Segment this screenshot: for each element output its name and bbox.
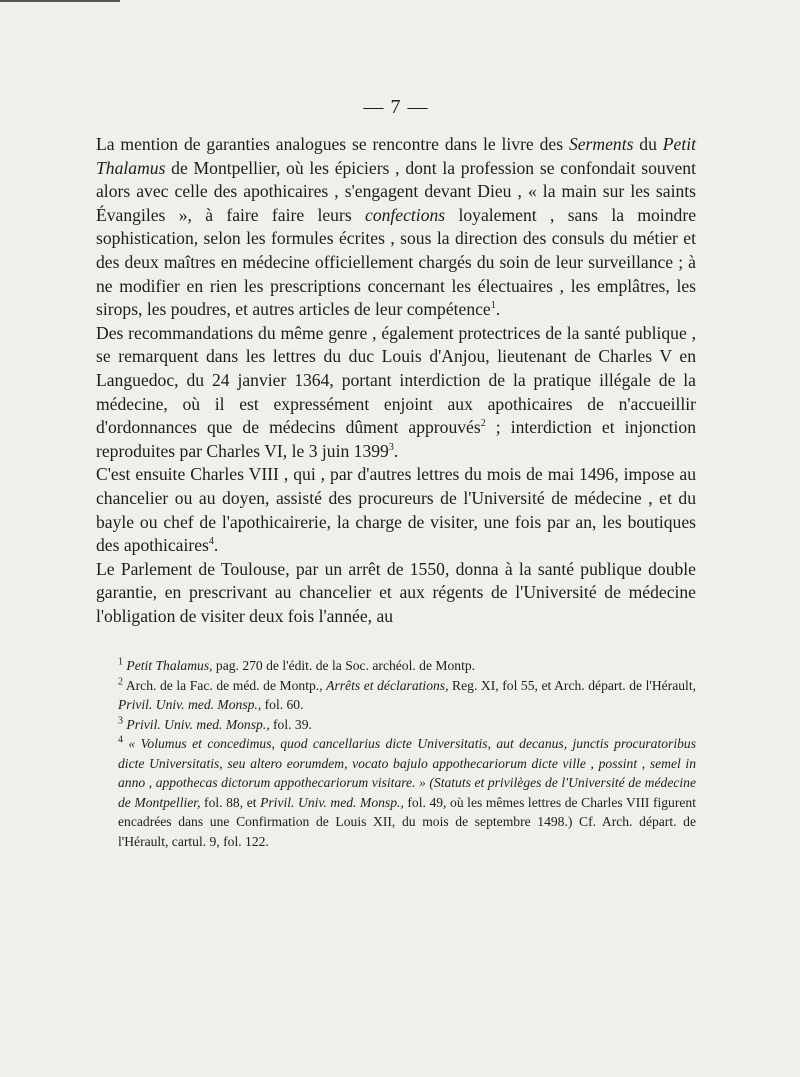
- text-run: fol. 88, et: [200, 794, 261, 810]
- footnote-number: 4: [118, 734, 123, 746]
- text-run: Des recommandations du même genre , également protectrices de la santé publique , se remarquent dans les lettres du duc Louis d'Anjou, lieutenant de Charles V en Languedoc, du 24 janvier 1364, portant interdiction de la pratique illégale de la médecine, où il est expressément enjoint aux apothicaires de n'accueillir d'ordonnances que de médecins dûment approuvés: [96, 322, 696, 438]
- footnote: [96, 715, 696, 735]
- italic-text: Privil. Univ. med. Monsp.,: [126, 716, 270, 732]
- paragraph: [96, 322, 696, 464]
- text-run: du: [633, 134, 663, 154]
- footnote-ref: 2: [480, 418, 486, 430]
- text-run: fol. 49, où les mêmes lettres de Charles VIII figurent encadrées dans une Confirmation de Louis XII, du mois de septembre 1498.) Cf. Arch. départ. de l'Hérault, cartul. 9, fol. 122.: [118, 794, 696, 849]
- body-text: [96, 133, 696, 628]
- footnotes: [96, 656, 696, 851]
- text-run: fol. 60.: [261, 697, 304, 713]
- text-run: Le Parlement de Toulouse, par un arrêt de 1550, donna à la santé publique double garantie, en prescrivant au chancelier et aux régents de l'Université de médecine l'obligation de visiter deux fois l'année, au: [96, 558, 696, 626]
- page-number: — 7 —: [363, 96, 429, 118]
- paragraph: [96, 463, 696, 557]
- footnote-ref: 3: [388, 441, 394, 453]
- footnote-number: 1: [118, 656, 123, 668]
- text-run: Reg. XI, fol 55, et Arch. départ. de l'Hérault,: [448, 677, 696, 693]
- text-run: Arch. de la Fac. de méd. de Montp.,: [125, 677, 327, 693]
- text-run: .: [495, 299, 501, 320]
- text-run: de Montpellier, où les épiciers , dont la profession se confondait souvent alors avec celle des apothicaires , s'engagent devant Dieu , « la main sur les saints Évangiles », à faire faire leurs: [96, 157, 696, 225]
- footnote: [96, 734, 696, 851]
- text-run: .: [213, 535, 219, 556]
- footnote-number: 3: [118, 715, 123, 727]
- footnote: [96, 656, 696, 676]
- text-run: fol. 39.: [269, 716, 312, 732]
- italic-text: Petit Thalamus: [96, 134, 696, 178]
- text-run: .: [393, 440, 399, 461]
- top-edge-rule: [0, 0, 120, 2]
- footnote-ref: 1: [490, 300, 496, 312]
- text-run: ; interdiction et injonction reproduites par Charles VI, le 3 juin 1399: [96, 417, 696, 461]
- italic-text: Privil. Univ. med. Monsp.,: [118, 697, 262, 713]
- text-run: , pag. 270 de l'édit. de la Soc. archéol. de Montp.: [209, 658, 476, 674]
- italic-text: Arrêts et déclarations,: [326, 677, 449, 693]
- text-run: C'est ensuite Charles VIII , qui , par d'autres lettres du mois de mai 1496, impose au chancelier ou au doyen, assisté des procureurs de l'Université de médecine , et du bayle ou chef de l'apothicairerie, la charge de visiter, une fois par an, les boutiques des apothicaires: [96, 464, 696, 556]
- page: [96, 96, 696, 851]
- text-run: La mention de garanties analogues se rencontre dans le livre des: [96, 134, 569, 154]
- text-run: loyalement , sans la moindre sophistication, selon les formules écrites , sous la direction des consuls du métier et des deux maîtres en médecine officiellement chargés du soin de leur surveillance ; à ne modifier en rien les prescriptions concernant les électuaires , les emplâtres, les sirops, les poudres, et autres articles de leur compétence: [96, 204, 697, 320]
- italic-text: Serments: [568, 134, 634, 154]
- footnote-number: 2: [118, 676, 123, 688]
- footnote-ref: 4: [208, 536, 214, 548]
- footnote: [96, 676, 696, 715]
- paragraph: [96, 133, 696, 322]
- italic-text: Privil. Univ. med. Monsp.,: [260, 794, 404, 810]
- italic-text: Petit Thalamus: [126, 658, 210, 674]
- italic-text: « Volumus et concedimus, quod cancellarius dicte Universitatis, aut decanus, junctis procuratoribus dicte Universitatis, seu altero eorumdem, vocato bajulo appothecariorum dicte ville , possint , semel in anno , appothecas dictorum appothecariorum visitare. » (Statuts et privilèges de l'Université de médecine de Montpellier,: [118, 736, 696, 810]
- italic-text: confections: [365, 204, 446, 225]
- paragraph: [96, 558, 696, 629]
